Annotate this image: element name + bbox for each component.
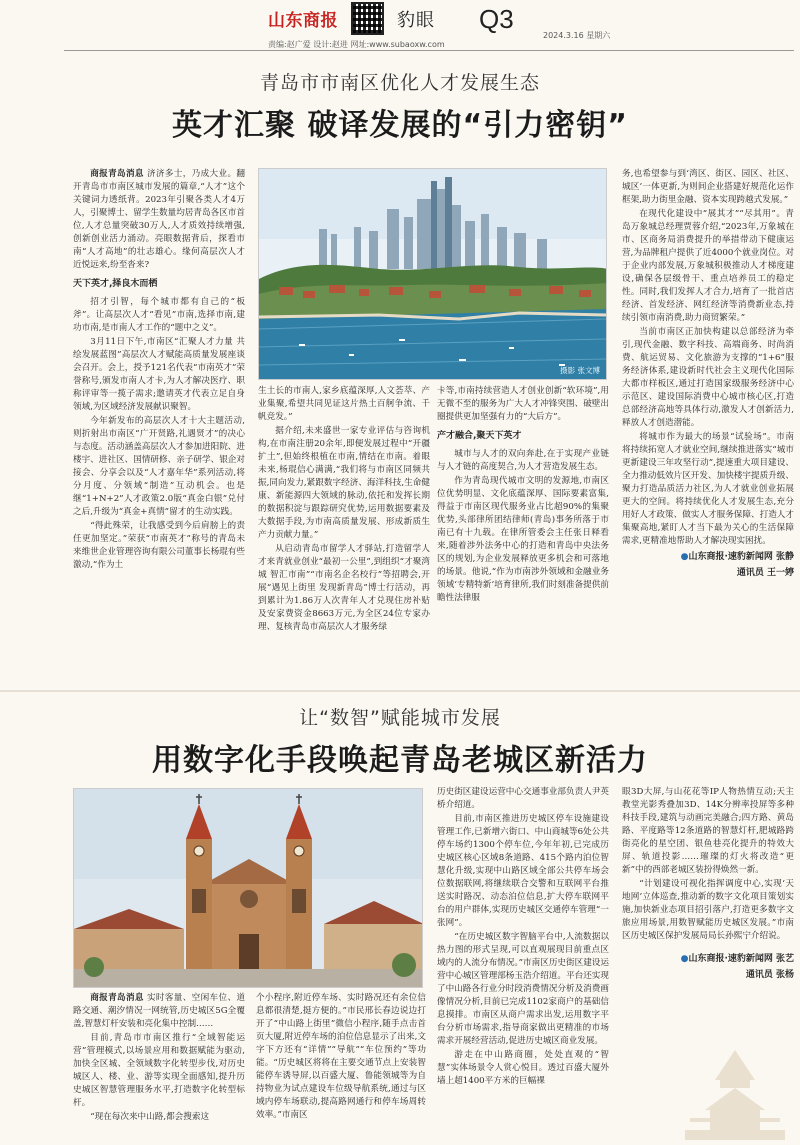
story2-column-1 (73, 992, 245, 1142)
story2-column-4 (622, 786, 794, 1036)
paragraph: 从启动青岛市留学人才驿站,打造留学人才来青就业创业“最初一公里”,到组织“才聚湾城 智汇市南”“市南名企名校行”等招聘会,开展“遇见上街里 发现新青岛”博士行活动，再到累计为1.86万人次青年人才兑现住房补贴及安家费资金8663万元,为全区24位专家办理、复核青岛市高层次人才服务绿 (258, 544, 430, 632)
paragraph: 历史街区建设运营中心交通事业部负责人尹英桥介绍道。 (437, 787, 609, 810)
story1-column-2 (258, 385, 430, 680)
news-source: 商报青岛消息 (90, 993, 144, 1003)
paragraph: 3月11日下午,市南区“汇聚人才力量 共绘发展蓝图”高层次人才赋能高质量发展座谈会召开。会上，授予121名代表“市南英才”荣誉称号,颁发市南人才卡,为人才解决医疗、职称评审等一揽子需求;邀请英才代表立足自身领域,为区域经济发展献识聚智。 (73, 337, 245, 412)
lead-paragraph: 济济多士，乃成大业。翻开青岛市市南区城市发展的篇章,“人才”这个关键词力透纸背。2023年引聚各类人才4万人，引聚博士、留学生数量均居青岛各区市首位,人才总量突破30万人,人才质效持续增强,创新创业活力涌动。亮眼数据背后，探看市南“人才高地”的壮志雄心。缘何高层次人才近悦远来,纷至沓来? (73, 169, 245, 270)
byline-reporter: 山东商报·速豹新闻网 张艺 (688, 954, 794, 964)
paragraph: 务,也希望参与到‘湾区、街区、园区、社区、城区’一体更新,为则间企业搭建好规范化运作框架,助力街里金融、资本实现跨越式发展。” (622, 169, 794, 205)
byline-correspondent: 通讯员 张杨 (745, 970, 794, 980)
paragraph: 个小程序,附近停车场、实时路况还有余位信息都很清楚,挺方便的。”市民邢长春边说边打开了“中山路上街里”微信小程序,随手点击首页大厦,附近停车场的泊位信息显示了出来,文字下方还有“详情”“导航”“车位预约”等功能。“历史城区将将在主要交通节点上安装智能停车诱导屏,以百盛大厦、鲁能领城等为自持物业为试点建设车位级导航系统,通过与区域内停车场联动,提高路网通行和停车场周转效率。”市南区 (256, 993, 426, 1120)
byline-correspondent: 通讯员 王一婷 (736, 568, 794, 578)
photo-credit: 摄影 张文博 (560, 366, 600, 375)
landmark-silhouette-icon (680, 1040, 790, 1140)
subhead: 天下英才,择良木而栖 (73, 279, 158, 289)
story2-column-3 (437, 786, 609, 1142)
subhead: 产才融合,聚天下英才 (437, 431, 522, 441)
st-michael-cathedral-photo (73, 788, 423, 988)
header-rule (64, 50, 794, 51)
story1-column-1 (73, 168, 245, 680)
paragraph: 目前,市南区推进历史城区停车设施建设管理工作,已新增六街口、中山商城等6处公共停车场约1300个停车位,今年年初,已完成历史城区核心区域8条道路、415个路内泊位智慧化升级,实现中山路区域全部公共停车场会位数据联网,将继续联合交警和互联网平台推送实时路况、动态泊位信息,扩大停车联网平台的用户群体,实现历史城区交通停车管理“一张网”。 (437, 814, 609, 928)
paragraph: 卡等,市南持续营造人才创业创新“软环境”,用无微不至的服务为广大人才冲锋突围、破壁出圈提供更加坚强有力的“大后方”。 (437, 386, 609, 422)
paragraph: 目前,青岛市市南区推行“全域智能运营”管理模式,以场景应用和数据赋能为驱动,加快全区城、全领域数字化转型步伐,对历史城区人、楼、业、游等实现全面感知,提升历史城区智慧管理服务水平,打造数字化转型标杆。 (73, 1033, 245, 1108)
lead-paragraph: 实时客量、空闲车位、道路交通、潮汐情况一网统管,历史城区5G全覆盖,智慧灯杆安装和亮化集中控制…… (73, 993, 245, 1029)
byline: ●山东商报·速豹新闻网 张艺 (680, 954, 794, 964)
story1-headline: 英才汇聚 破译发展的“引力密钥” (172, 108, 628, 143)
qr-code-icon (351, 2, 384, 35)
paragraph: “在历史城区数字智脑平台中,人流数据以热力图的形式呈现,可以直观展现目前重点区域内的人流分布情况。”市南区历史街区建设运营中心城区管理部杨玉浩介绍道。平台还实现了中山路各行业分时段消费情况分析及消费画像情况分析,目前已完成1102家商户的基础信息摸排。市南区从商户需求出发,运用数字平台分析市场需求,指导商家做出更精准的市场需求开展经营活动,促进历史城区商业发展。 (437, 932, 609, 1046)
paragraph: 生土长的市南人,家乡底蕴深厚,人文荟萃、产业集聚,希望共同见证这片热土百舸争流、千帆竞发。” (258, 386, 430, 422)
paragraph: 作为青岛现代城市文明的发源地,市南区位优势明显、文化底蕴深厚、国际要素富集,得益于市南区现代服务业占比超90%的集聚优势,头部律所团结律师(青岛)事务所落于市南已有十九载。在律所管委会主任张日释看来,随着涉外法务中心的打造和青岛中央法务区的规划,为企业发展释放更多机会和可落地的场景。他说,“作为市南涉外领域和金融业务领域‘专精特新’培育律所,我们时刻准备提供前瞻性法律服 (437, 476, 609, 603)
story2-headline: 用数字化手段唤起青岛老城区新活力 (152, 743, 648, 778)
issue-date: 2024.3.16 星期六 (543, 31, 611, 40)
paragraph: 在现代化建设中“展其才”“尽其用”。青岛万象城总经理贾蓉介绍,“2023年,万象城在市、区商务局消费提升的举措带动下健康运营,为品牌租户提供了近4000个就业岗位。对于企业内部发展,万象城积极推动人才梯度建设,确保各层级骨干、重点培养员工的稳定性。同时,我们发挥人才合力,培育了一批首店经济、首发经济、网红经济等消费新业态,持续引领市南消费,助力商贸繁荣。” (622, 209, 794, 323)
story1-column-3 (437, 385, 609, 680)
paragraph: “计划建设可视化指挥调度中心,实现‘天地网’立体巡查,推动新的数字文化项目策划实施,加快新业态项目招引落户,打造更多数字文旅应用场景,用数智赋能历史城区发展。”市南区历史城区保护发展局局长孙熙宁介绍说。 (622, 879, 794, 941)
byline: ●山东商报·速豹新闻网 张静 (680, 552, 794, 562)
paragraph: “现在每次来中山路,都会搜索这 (90, 1112, 210, 1122)
paragraph: 游走在中山路商圈，处处直观的“智慧”实体场景令人赏心悦目。透过百盛大厦外墙上超1400平方米的巨幅裸 (437, 1050, 609, 1086)
newspaper-logo: 山东商报 (268, 11, 338, 31)
story2-column-2 (256, 992, 426, 1142)
paragraph: 当前市南区正加快构建以总部经济为牵引,现代金融、数字科技、高端商务、时尚消费、航运贸易、文化旅游为支撑的“1+6”服务经济体系,建设新时代社会主义现代化国际大都市样板区,通过打造国家级服务经济中心示范区、建设国际消费中心城市核心区,打造总部经济高地等具体行动,激发人才创新活力,释放人才创造潜能。 (622, 327, 794, 428)
channel-name: 豹眼 (397, 10, 435, 31)
paragraph: “得此殊荣，让我感受到今后肩膀上的责任更加坚定。”荣获“市南英才”称号的青岛未来维世企业管理咨询有限公司董事长杨琨有些激动,“作为土 (73, 521, 245, 570)
paragraph: 据介绍,未来盛世一家专业评估与咨询机构,在市南注册20余年,即便发展过程中“开疆扩土”,但始终根植在市南,情结在市南。着眼未来,杨琨信心满满,“我们将与市南区同频共振,同向发力,紧跟数字经济、海洋科技,生命健康、新能源四大领域的脉动,依托和发挥长期的数据积淀与跟踪研究优势,运用数据要素及大数据手段,为市南高质量发展、形成新质生产力贡献力量。” (258, 426, 430, 540)
story1-column-4 (622, 168, 794, 680)
story1-kicker: 青岛市市南区优化人才发展生态 (259, 72, 540, 94)
paragraph: 将城市作为最大的场景“试验场”。市南将持续拓宽人才就业空间,继续推进落实“城市更新建设三年攻坚行动”,提速重大项目建设、全力推动低效片区开发、加快楼宇提质升级、聚力打造品质活力社区,为人才就业创业拓展更大的空间。将持续优化人才发展生态,充分用好人才政策、做实人才服务保障、打造人才集聚高地,紧盯人才当下最为关心的生活保障需求,更精准地帮助人才解决现实困扰。 (622, 432, 794, 546)
paragraph: 招才引智，每个城市都有自己的“板斧”。让高层次人才“看见”市南,选择市南,建功市南,是市南人才工作的“题中之义”。 (73, 297, 245, 333)
cathedral-illustration (74, 789, 423, 988)
paragraph: 今年新发布的高层次人才十大主题活动,则折射出市南区“广开贤路,礼遇贤才”的决心与态度。活动涵盖高层次人才参加进阳院、进楼宇、进社区、国情研修、亲子研学、银企对接会、分享会以及“人才嘉年华”系列活动,将分月度、分领域“制造”互动机会。也是继“1+N+2”人才政策2.0版“真金白银”兑付之后,升级为“真金+真情”留才的生动实践。 (73, 416, 245, 517)
section-divider (0, 690, 800, 692)
story2-kicker: 让“数智”赋能城市发展 (299, 707, 501, 729)
qingdao-skyline-photo (258, 168, 607, 380)
paragraph: 眼3D大屏,与山花花等IP人物热情互动;天主教堂光影秀叠加3D、14K分辨率投屏等多种科技手段,建筑与动画完美融合;四方路、黄岛路、平度路等12条道路的智慧灯杆,肥城路跨街亮化的星空团、银鱼巷亮化提升的特效大屏、轨道投影……璀璨的灯火将改造“更新”中的西部老城区装扮得焕然一新。 (622, 787, 794, 875)
editor-credits: 责编:赵广爱 设计:赵进 网址:www.subaoxw.com (268, 40, 445, 49)
paragraph: 城市与人才的双向奔赴,在于实现产业链与人才链的高度契合,为人才营造发展生态。 (437, 449, 609, 472)
byline-reporter: 山东商报·速豹新闻网 张静 (688, 552, 794, 562)
skyline-illustration (259, 169, 607, 380)
news-source: 商报青岛消息 (90, 169, 144, 179)
edition-label: Q3 (479, 4, 514, 34)
